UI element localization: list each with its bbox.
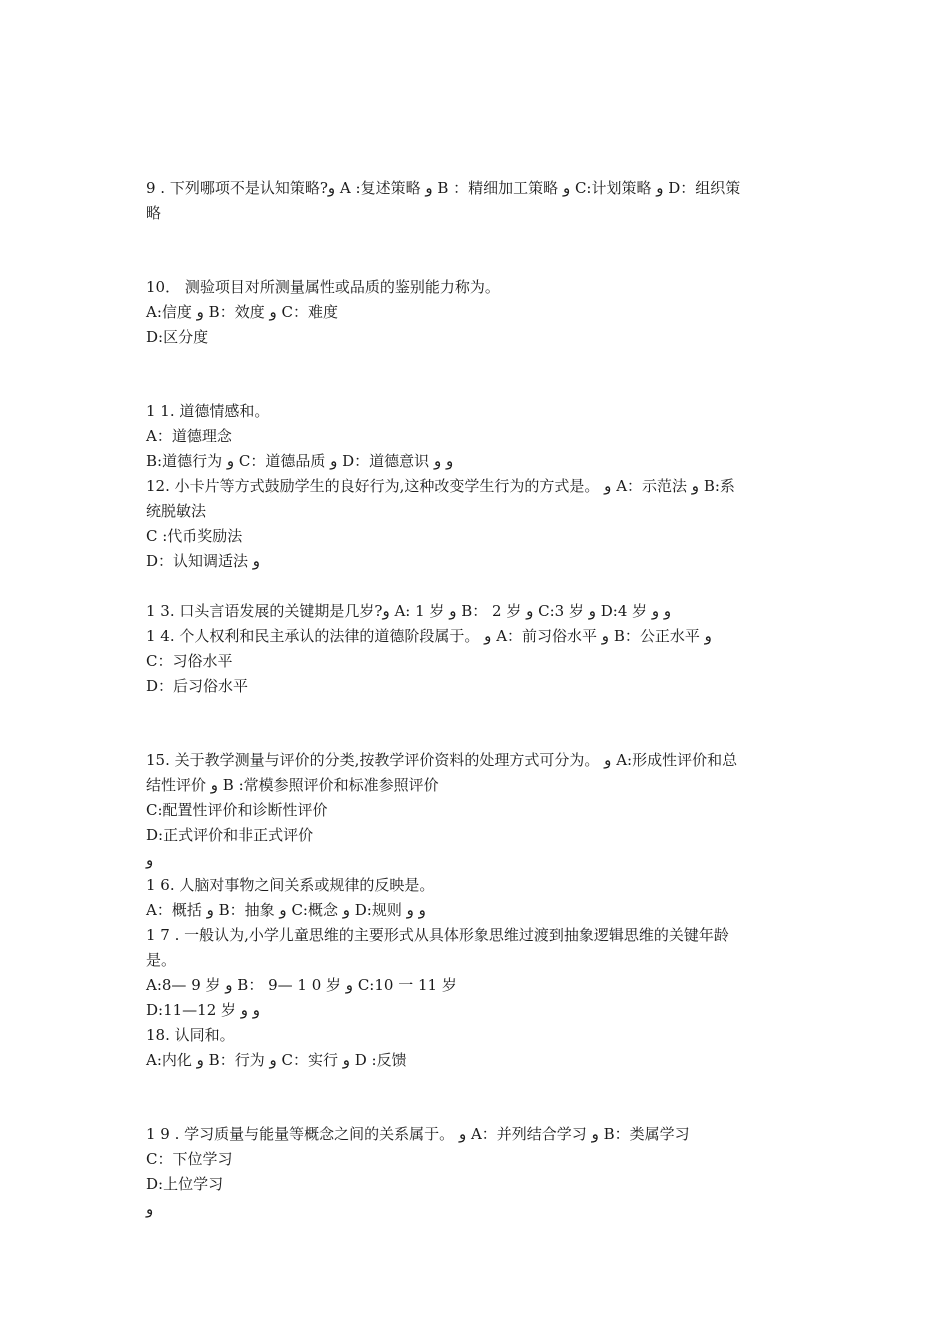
q17-text-line-2: 是。	[146, 951, 177, 969]
q12-text-line-1: 12. 小卡片等方式鼓励学生的良好行为,这种改变学生行为的方式是。 و A：示范法 و B:系	[146, 477, 735, 495]
q10-options-line-1: A:信度 و B：效度 و C：难度	[146, 303, 338, 321]
q11-option-a: A：道德理念	[146, 427, 232, 445]
q10-text: 10． 测验项目对所测量属性或品质的鉴别能力称为。	[146, 278, 500, 296]
q18-text: 18. 认同和。	[146, 1026, 235, 1044]
q11-text: 1 1. 道德情感和。	[146, 402, 270, 420]
q14-option-d: D：后习俗水平	[146, 677, 249, 695]
q17-text-line-1: 1 7 . 一般认为,小学儿童思维的主要形式从具体形象思维过渡到抽象逻辑思维的关键年龄	[146, 926, 729, 944]
q13-text: 1 3. 口头言语发展的关键期是几岁?و A: 1 岁 و B： 2 岁 و C:3 岁 و D:4 岁 و و	[146, 602, 672, 620]
q9-text-line-1: 9 . 下列哪项不是认知策略?و A :复述策略 و B ：精细加工策略 و C:计划策略 و D：组织策	[146, 179, 741, 197]
q12-option-d: D：认知调适法 و	[146, 552, 261, 570]
q14-text-line-1: 1 4. 个人权利和民主承认的法律的道德阶段属于。 و A：前习俗水平 و B：公正水平 و	[146, 627, 712, 645]
q15-text-line-2: 结性评价 و B :常模参照评价和标准参照评价	[146, 776, 439, 794]
q15-text-line-1: 15. 关于教学测量与评价的分类,按教学评价资料的处理方式可分为。 و A:形成性评价和总	[146, 751, 738, 769]
separator-mark-end: و	[146, 1200, 154, 1218]
q15-option-c: C:配置性评价和诊断性评价	[146, 801, 328, 819]
q18-options: A:内化 و B：行为 و C：实行 و D :反馈	[146, 1051, 407, 1069]
q12-option-c: C :代币奖励法	[146, 527, 243, 545]
q9-text-line-2: 略	[146, 204, 162, 222]
q16-options: A：概括 و B：抽象 و C:概念 و D:规则 و و	[146, 901, 426, 919]
q19-option-d: D:上位学习	[146, 1175, 224, 1193]
q11-options-bcd: B:道德行为 و C：道德品质 و D：道德意识 و و	[146, 452, 454, 470]
q17-options-line-2: D:11—12 岁 و و	[146, 1001, 261, 1019]
q17-options-line-1: A:8— 9 岁 و B： 9— 1 0 岁 و C:10 一 11 岁	[146, 976, 457, 994]
q16-text: 1 6. 人脑对事物之间关系或规律的反映是。	[146, 876, 435, 894]
q15-option-d: D:正式评价和非正式评价	[146, 826, 314, 844]
q19-text: 1 9 . 学习质量与能量等概念之间的关系属于。 و A：并列结合学习 و B：类属学习	[146, 1125, 690, 1143]
q12-text-line-2: 统脱敏法	[146, 502, 207, 520]
q19-option-c: C：下位学习	[146, 1150, 233, 1168]
q10-options-line-2: D:区分度	[146, 328, 209, 346]
separator-mark: و	[146, 851, 154, 869]
q14-option-c: C：习俗水平	[146, 652, 233, 670]
